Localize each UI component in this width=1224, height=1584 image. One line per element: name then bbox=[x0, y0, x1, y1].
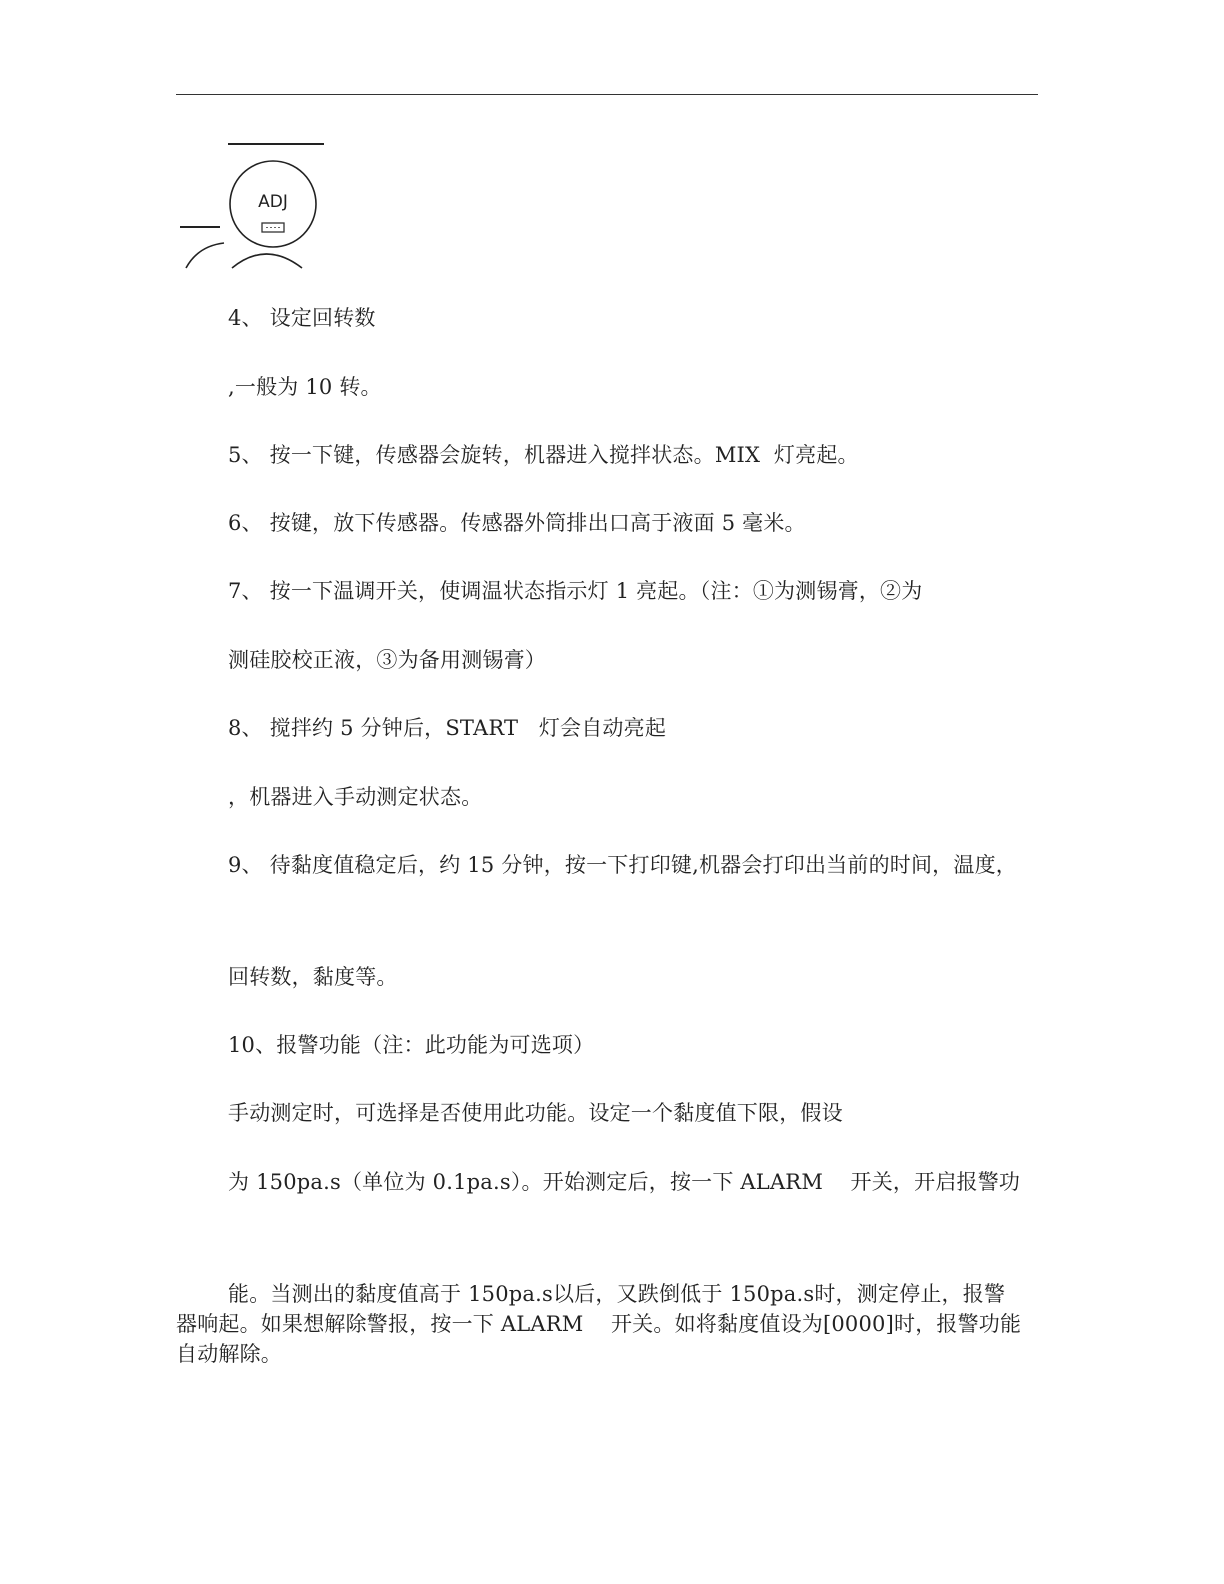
step-7-note-line: 测硅胶校正液，③为备用测锡膏） bbox=[228, 648, 546, 672]
header-rule bbox=[176, 94, 1038, 95]
alarm-behavior-paragraph: 能。当测出的黏度值高于 150pa.s以后，又跌倒低于 150pa.s时，测定停止，报警器响起。如果想解除警报，按一下 ALARM 开关。如将黏度值设为[0000]时，报警功能自动解除。 bbox=[176, 1282, 1022, 1366]
step-8-line: 8、 搅拌约 5 分钟后，START 灯会自动亮起 bbox=[228, 716, 667, 740]
step-5-line: 5、 按一下键，传感器会旋转，机器进入搅拌状态。MIX 灯亮起。 bbox=[228, 443, 859, 467]
step-10-heading: 10、报警功能（注：此功能为可选项） bbox=[228, 1033, 595, 1057]
alarm-intro-line: 手动测定时，可选择是否使用此功能。设定一个黏度值下限，假设 bbox=[228, 1101, 843, 1125]
step-4-line: 4、 设定回转数 bbox=[228, 306, 376, 330]
step-9-paragraph: 9、 待黏度值稳定后，约 15 分钟，按一下打印键,机器会打印出当前的时间，温度， bbox=[228, 853, 1017, 877]
adj-label: ADJ bbox=[258, 192, 288, 212]
step-6-line: 6、 按键，放下传感器。传感器外筒排出口高于液面 5 毫米。 bbox=[228, 511, 806, 535]
step-8-detail-line: ，机器进入手动测定状态。 bbox=[228, 785, 483, 809]
step-9-detail-line: 回转数，黏度等。 bbox=[228, 965, 398, 989]
adj-knob-diagram-icon bbox=[176, 140, 336, 272]
step-7-line: 7、 按一下温调开关，使调温状态指示灯 1 亮起。（注：①为测锡膏，②为 bbox=[228, 579, 923, 603]
step-4-detail-line: ,一般为 10 转。 bbox=[228, 375, 382, 399]
alarm-setting-paragraph: 为 150pa.s（单位为 0.1pa.s）。开始测定后，按一下 ALARM 开关，开启报警功 bbox=[228, 1170, 1021, 1194]
